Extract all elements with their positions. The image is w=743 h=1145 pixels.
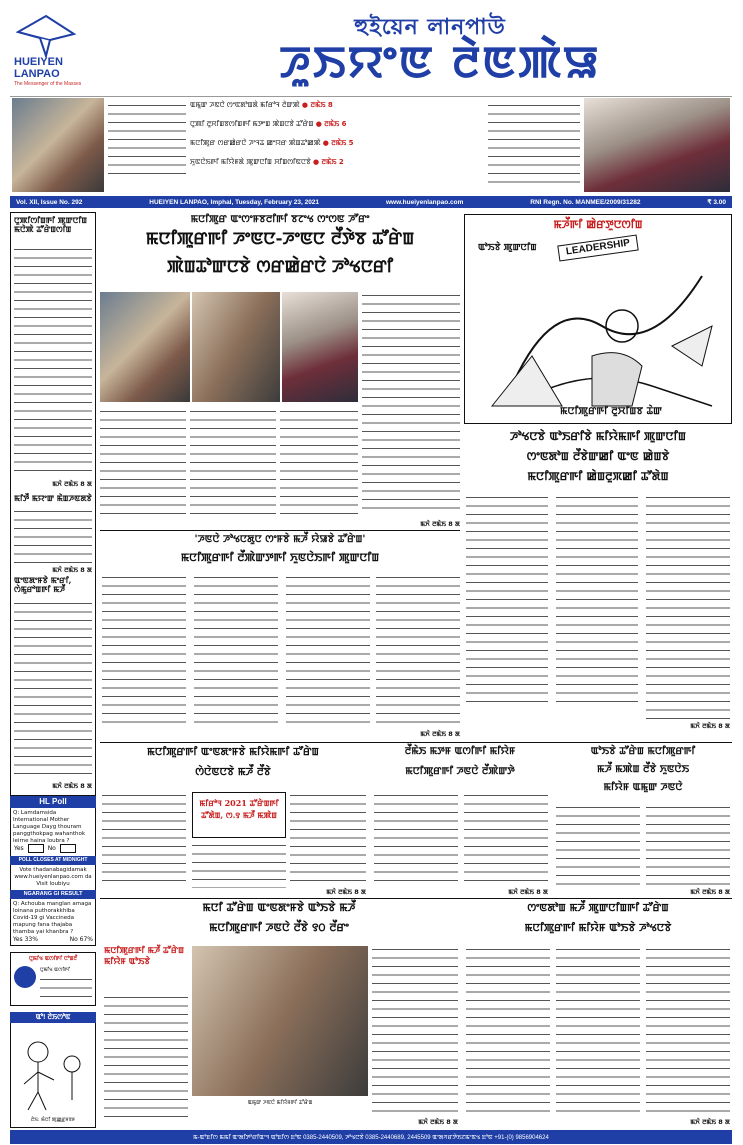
lead-headline-line1[interactable]: ꯃꯅꯤꯄꯨꯔꯒꯤ ꯍꯦꯟꯅ-ꯍꯦꯟꯅ ꯂꯩꯇꯥꯕ ꯊꯧꯔꯥꯡ <box>145 229 415 249</box>
cartoon-caption-bottom: ꯃꯅꯤꯄꯨꯔꯒꯤ ꯂꯨꯆꯤꯡꯕ ꯊꯥꯛ <box>560 406 663 417</box>
row3-s1-body-col1 <box>102 792 186 888</box>
left-story3-more[interactable]: ꯃꯈꯥ ꯂꯃꯥꯏ 8 ꯗ <box>52 782 92 790</box>
weather-subtitle: ꯅꯨꯃꯤꯠ ꯑꯁꯤꯒꯤ <box>40 967 70 973</box>
row3-s2-headline-line2[interactable]: ꯃꯅꯤꯄꯨꯔꯒꯤ ꯍꯟꯅꯥ ꯂꯩꯄꯥꯛꯇꯥ <box>405 766 515 777</box>
weather-details <box>40 976 92 1002</box>
cartoon-title: ꯃꯍꯩꯒꯤ ꯀꯥꯔꯇꯨꯅꯁꯤꯡ <box>553 218 643 231</box>
poll-no-checkbox[interactable] <box>60 844 76 853</box>
poll-yes-result: Yes 33% <box>13 936 38 943</box>
info-bar <box>10 196 732 208</box>
row4-s1-body-col1 <box>104 994 188 1124</box>
weather-title: ꯅꯨꯃꯤꯠ ꯑꯁꯤꯒꯤ ꯅꯣꯡꯂꯩ <box>29 956 77 962</box>
row3-s1-body-col2 <box>192 842 286 888</box>
left-story2-title[interactable]: ꯃꯤꯇꯩ ꯃꯌꯦꯛ ꯃꯥꯡꯍꯟꯗꯕꯥ <box>14 493 92 503</box>
poll-yes-checkbox[interactable] <box>28 844 44 853</box>
right-body-col2 <box>556 494 638 706</box>
mid-headline-line1[interactable]: 'ꯍꯟꯅꯥ ꯍꯣꯠꯅꯗꯨꯅ ꯁꯦꯝꯕꯥ ꯃꯍꯩ ꯌꯥꯎꯕꯥ ꯊꯧꯔꯥꯡ' <box>194 534 366 545</box>
mid-body-col2 <box>194 574 278 730</box>
masthead-meitei-title: ꯍꯨꯏꯌꯦꯟ ꯂꯥꯟꯄꯥꯎ <box>279 37 601 88</box>
row4-s1-inset: ꯃꯅꯤꯄꯨꯔꯒꯤ ꯃꯍꯩ ꯊꯧꯔꯥꯡ ꯃꯤꯌꯥꯝ ꯑꯣꯏꯕꯥ <box>104 946 184 967</box>
row3-s1-box: ꯃꯤꯔꯣꯜ 2021 ꯊꯧꯔꯥꯡꯒꯤ ꯊꯧꯗꯥꯡ, ꯁ.꯱ ꯃꯍꯩ ꯃꯄꯥꯡ <box>192 792 286 838</box>
logo-tagline: The Messenger of the Masses <box>14 81 82 87</box>
poll-no-label: No <box>47 845 56 852</box>
poll-options <box>14 844 94 853</box>
small-cartoon-title: ꯑꯣ! ꯂꯥꯏꯁꯣꯟ <box>10 1012 96 1023</box>
right-more[interactable]: ꯃꯈꯥ ꯂꯃꯥꯏ 8 ꯗ <box>690 722 730 730</box>
left-story2-body <box>14 508 92 566</box>
row3-s2-body-col1 <box>374 792 458 888</box>
lead-photo-2 <box>192 292 280 402</box>
row4-s1-body-col2 <box>372 946 458 1118</box>
poll-closes: POLL CLOSES AT MIDNIGHT <box>10 856 96 865</box>
website[interactable]: www.hueiyenlanpao.com <box>385 198 464 206</box>
lead-body-col2 <box>190 408 276 520</box>
right-body-col3 <box>646 494 730 722</box>
lead-more[interactable]: ꯃꯈꯥ ꯂꯃꯥꯏ 8 ꯗ <box>420 520 460 528</box>
row3-s2-more[interactable]: ꯃꯈꯥ ꯂꯃꯥꯏ 8 ꯗ <box>508 888 548 896</box>
cartoon-banner: LEADERSHIP <box>557 235 638 262</box>
row3-s2-body-col2 <box>464 792 548 888</box>
lead-headline-line2[interactable]: ꯄꯥꯡꯊꯣꯛꯅꯕꯥ ꯁꯔꯀꯥꯔꯅꯥ ꯍꯣꯠꯅꯔꯤ <box>167 257 393 277</box>
row4-s2-headline-line1[interactable]: ꯁꯦꯟꯗꯣꯡ ꯃꯍꯩ ꯄꯨꯛꯅꯤꯡꯒꯤ ꯊꯧꯔꯥꯡ <box>527 902 669 914</box>
cartoon-caption-left: ꯑꯣꯏꯕꯥ ꯄꯨꯛꯅꯤꯡ <box>478 243 537 253</box>
divider <box>100 898 732 899</box>
row4-s1-headline-line1[interactable]: ꯃꯅꯤ ꯊꯧꯔꯥꯡ ꯑꯦꯟꯗꯦꯝꯕꯥ ꯑꯣꯏꯕꯥ ꯃꯍꯩ <box>202 901 356 914</box>
top-teaser-right-text <box>488 102 580 188</box>
teaser-item[interactable]: ꯑꯃꯨꯛ ꯍꯟꯅꯥ ꯁꯦꯟꯗꯣꯡꯗꯥ ꯃꯤꯔꯣꯜ ꯂꯥꯛꯄꯥ ● ꯂꯃꯥꯏ 8 <box>190 101 333 109</box>
small-cartoon-drawing <box>16 1030 90 1114</box>
footer-text: ꯃ-ꯑꯣꯐꯤꯁ ꯃꯃꯤ ꯑꯦꯗꯤꯇꯣꯔꯤꯑꯦꯜ ꯑꯣꯐꯤꯁ ꯐꯣꯟ 0385-2440509, ꯍꯣꯠꯅꯕꯥ 0385-2440689, 2445509 ꯑꯦꯗꯚꯔꯇꯥꯏꯖꯃꯦꯟꯠ ꯐꯣꯟ +91-(0) 9856904624 <box>193 1135 549 1141</box>
lead-body-col1 <box>100 408 186 520</box>
poll-result-values <box>13 936 93 943</box>
right-headline-line2[interactable]: ꯁꯦꯟꯗꯣꯡ ꯂꯩꯕꯥꯛꯀꯤ ꯑꯦꯟ ꯀꯥꯡꯕꯥ <box>526 449 670 463</box>
rni-number: RNI Regn. No. MANMEE/2009/31282 <box>530 198 641 206</box>
left-story3-title[interactable]: ꯑꯦꯟꯗꯦꯝꯕꯥ ꯃꯦꯔꯤ, ꯁꯥꯃꯨꯔꯣꯡꯒꯤ ꯃꯍꯩ <box>14 575 72 595</box>
poll-result-question: Q: Achouba manglan amaga loinana puthorakkhiba Covid-19 gi Vaccineda mapung fana thajaba thamba yai khanbra ? <box>13 901 92 935</box>
row4-s1-headline-line2[interactable]: ꯃꯅꯤꯄꯨꯔꯒꯤ ꯍꯟꯅꯥ ꯂꯩꯕꯥ ꯱꯰ ꯂꯩꯔꯦ <box>209 921 349 934</box>
row4-s2-more[interactable]: ꯃꯈꯥ ꯂꯃꯥꯏ 8 ꯗ <box>690 1118 730 1126</box>
lead-kicker: ꯃꯅꯤꯄꯨꯔ ꯑꯦꯁꯦꯝꯕꯂꯤꯒꯤ ꯕꯖꯦꯠ ꯁꯦꯁꯟ ꯍꯧꯔꯦ <box>190 214 370 225</box>
mid-headline-line2[interactable]: ꯃꯅꯤꯄꯨꯔꯒꯤ ꯂꯩꯄꯥꯛꯇꯒꯤ ꯈꯨꯟꯅꯥꯏꯒꯤ ꯄꯨꯛꯅꯤꯡ <box>180 551 380 564</box>
poll-result-title: NGARANG GI RESULT <box>10 890 96 899</box>
logo-name: HUEIYEN LANPAO <box>14 56 63 80</box>
poll-title: HL Poll <box>10 796 96 808</box>
mid-body-col3 <box>286 574 370 730</box>
row4-s2-body-col1 <box>466 946 550 1118</box>
row3-s3-body-col1 <box>556 804 640 888</box>
poll-no-result: No 67% <box>69 936 93 943</box>
lead-photo-1 <box>100 292 190 402</box>
row3-s1-body-col3 <box>290 792 366 888</box>
poll-question: Q: Lamdamsida International Mother Language Dayg thouram panggthokpag wahanthok leirne haina loubra ? <box>13 810 86 844</box>
volume: Vol. XII, Issue No. 292 <box>16 198 83 206</box>
poll-yes-label: Yes <box>14 845 24 852</box>
row3-s1-headline-line1[interactable]: ꯃꯅꯤꯄꯨꯔꯒꯤ ꯑꯦꯟꯗꯦꯝꯕꯥ ꯃꯤꯌꯥꯃꯒꯤ ꯊꯧꯔꯥꯡ <box>147 746 319 758</box>
row3-s3-headline-line1[interactable]: ꯑꯣꯏꯕꯥ ꯊꯧꯔꯥꯡ ꯃꯅꯤꯄꯨꯔꯒꯤ <box>590 746 696 757</box>
divider <box>100 530 460 531</box>
small-cartoon-caption: ꯂꯥꯏ: ꯃꯥꯅꯤ ꯄꯨꯀ꯭ꯔꯝꯕꯝ <box>30 1117 76 1123</box>
row4-s1-photo-caption: ꯑꯃꯨꯛ ꯍꯟꯅꯥ ꯃꯤꯌꯥꯝꯒꯤ ꯊꯧꯔꯥꯡ <box>247 1100 313 1106</box>
row4-s1-photo <box>192 946 368 1096</box>
teaser-item[interactable]: ꯈꯨꯟꯅꯥꯏꯒꯤ ꯃꯤꯌꯥꯝꯗꯥ ꯄꯨꯛꯅꯤꯡ ꯆꯤꯡꯁꯤꯟꯅꯕꯥ ● ꯂꯃꯥꯏ 2 <box>190 158 344 166</box>
left-story3-body <box>14 600 92 780</box>
row4-s1-more[interactable]: ꯃꯈꯥ ꯂꯃꯥꯏ 8 ꯗ <box>418 1118 458 1126</box>
left-story2-more[interactable]: ꯃꯈꯥ ꯂꯃꯥꯏ 8 ꯗ <box>52 566 92 574</box>
divider <box>100 742 732 743</box>
row3-s3-more[interactable]: ꯃꯈꯥ ꯂꯃꯥꯏ 8 ꯗ <box>690 888 730 896</box>
cartoon-drawing <box>472 236 724 420</box>
row3-s3-headline-line2[interactable]: ꯃꯍꯩ ꯃꯄꯥꯡ ꯂꯩꯕꯥ ꯈꯨꯟꯅꯥꯏ <box>596 764 690 775</box>
row3-s1-more[interactable]: ꯃꯈꯥ ꯂꯃꯥꯏ 8 ꯗ <box>326 888 366 896</box>
right-body-col1 <box>466 494 548 706</box>
right-headline-line3[interactable]: ꯃꯅꯤꯄꯨꯔꯒꯤ ꯀꯥꯡꯂꯨꯞꯀꯤ ꯊꯧꯗꯥꯡ <box>527 469 669 483</box>
teaser-item[interactable]: ꯃꯅꯤꯄꯨꯔ ꯁꯔꯀꯥꯔꯅꯥ ꯍꯦꯜꯊ ꯀꯦꯌꯔ ꯄꯥꯡꯊꯣꯀꯄꯥ ● ꯂꯃꯥꯏ 5 <box>190 139 354 147</box>
top-teaser-left-text <box>108 102 186 178</box>
left-story1-more[interactable]: ꯃꯈꯥ ꯂꯃꯥꯏ 8 ꯗ <box>52 480 92 488</box>
row3-s3-headline-line3[interactable]: ꯃꯤꯌꯥꯝ ꯑꯃꯨꯛ ꯍꯟꯅꯥ <box>603 782 683 793</box>
top-photo-left <box>12 98 104 192</box>
footer <box>10 1130 732 1144</box>
masthead-bengali-title: হুইয়েন লানপাউ <box>354 14 506 40</box>
lead-body-col4 <box>362 292 460 510</box>
row3-s1-headline-line2[interactable]: ꯁꯥꯅꯥꯟꯅꯕꯥ ꯃꯍꯩ ꯂꯩꯕꯥ <box>195 766 271 778</box>
teaser-item[interactable]: ꯅꯨꯄꯤ ꯂꯨꯆꯤꯡꯕꯁꯤꯡꯒꯤ ꯃꯇꯦꯡ ꯄꯥꯡꯅꯕꯥ ꯊꯧꯔꯥꯡ ● ꯂꯃꯥꯏ 6 <box>190 120 347 128</box>
left-story1-title[interactable]: ꯅꯨꯄꯤꯁꯤꯡꯒꯤ ꯄꯨꯛꯅꯤꯡ ꯃꯅꯥꯄꯥ ꯊꯧꯔꯥꯡꯁꯤꯡ <box>14 215 88 235</box>
weather-icon <box>14 966 36 988</box>
mid-more[interactable]: ꯃꯈꯥ ꯂꯃꯥꯏ 8 ꯗ <box>420 730 460 738</box>
row4-s2-headline-line2[interactable]: ꯃꯅꯤꯄꯨꯔꯒꯤ ꯃꯤꯌꯥꯝ ꯑꯣꯏꯕꯥ ꯍꯣꯠꯅꯕꯥ <box>524 922 672 934</box>
lead-photo-3 <box>282 292 358 402</box>
row4-s2-body-col3 <box>646 946 730 1118</box>
mid-body-col1 <box>102 574 186 730</box>
mid-body-col4 <box>376 574 460 730</box>
row3-s2-headline-line1[interactable]: ꯂꯩꯃꯥꯏ ꯃꯇꯝ ꯑꯁꯤꯒꯤ ꯃꯤꯌꯥꯝ <box>404 746 516 757</box>
poll-vote-text[interactable]: Vote thadanabagidamak www.hueiyenlanpao.com da Visit loubiyu <box>14 867 92 887</box>
row3-s3-body-col2 <box>646 804 730 888</box>
lead-body-col3 <box>280 408 358 520</box>
location-date: HUEIYEN LANPAO, Imphal, Tuesday, February 23, 2021 <box>149 198 320 206</box>
teaser-list <box>190 100 480 192</box>
right-headline-line1[interactable]: ꯍꯣꯠꯅꯕꯥ ꯑꯣꯏꯔꯤꯕꯥ ꯃꯤꯌꯥꯃꯒꯤ ꯄꯨꯛꯅꯤꯡ <box>509 429 687 443</box>
top-photo-right <box>584 98 730 192</box>
left-story1-body <box>14 246 92 478</box>
price: ₹ 3.00 <box>707 199 726 206</box>
row4-s2-body-col2 <box>556 946 640 1118</box>
